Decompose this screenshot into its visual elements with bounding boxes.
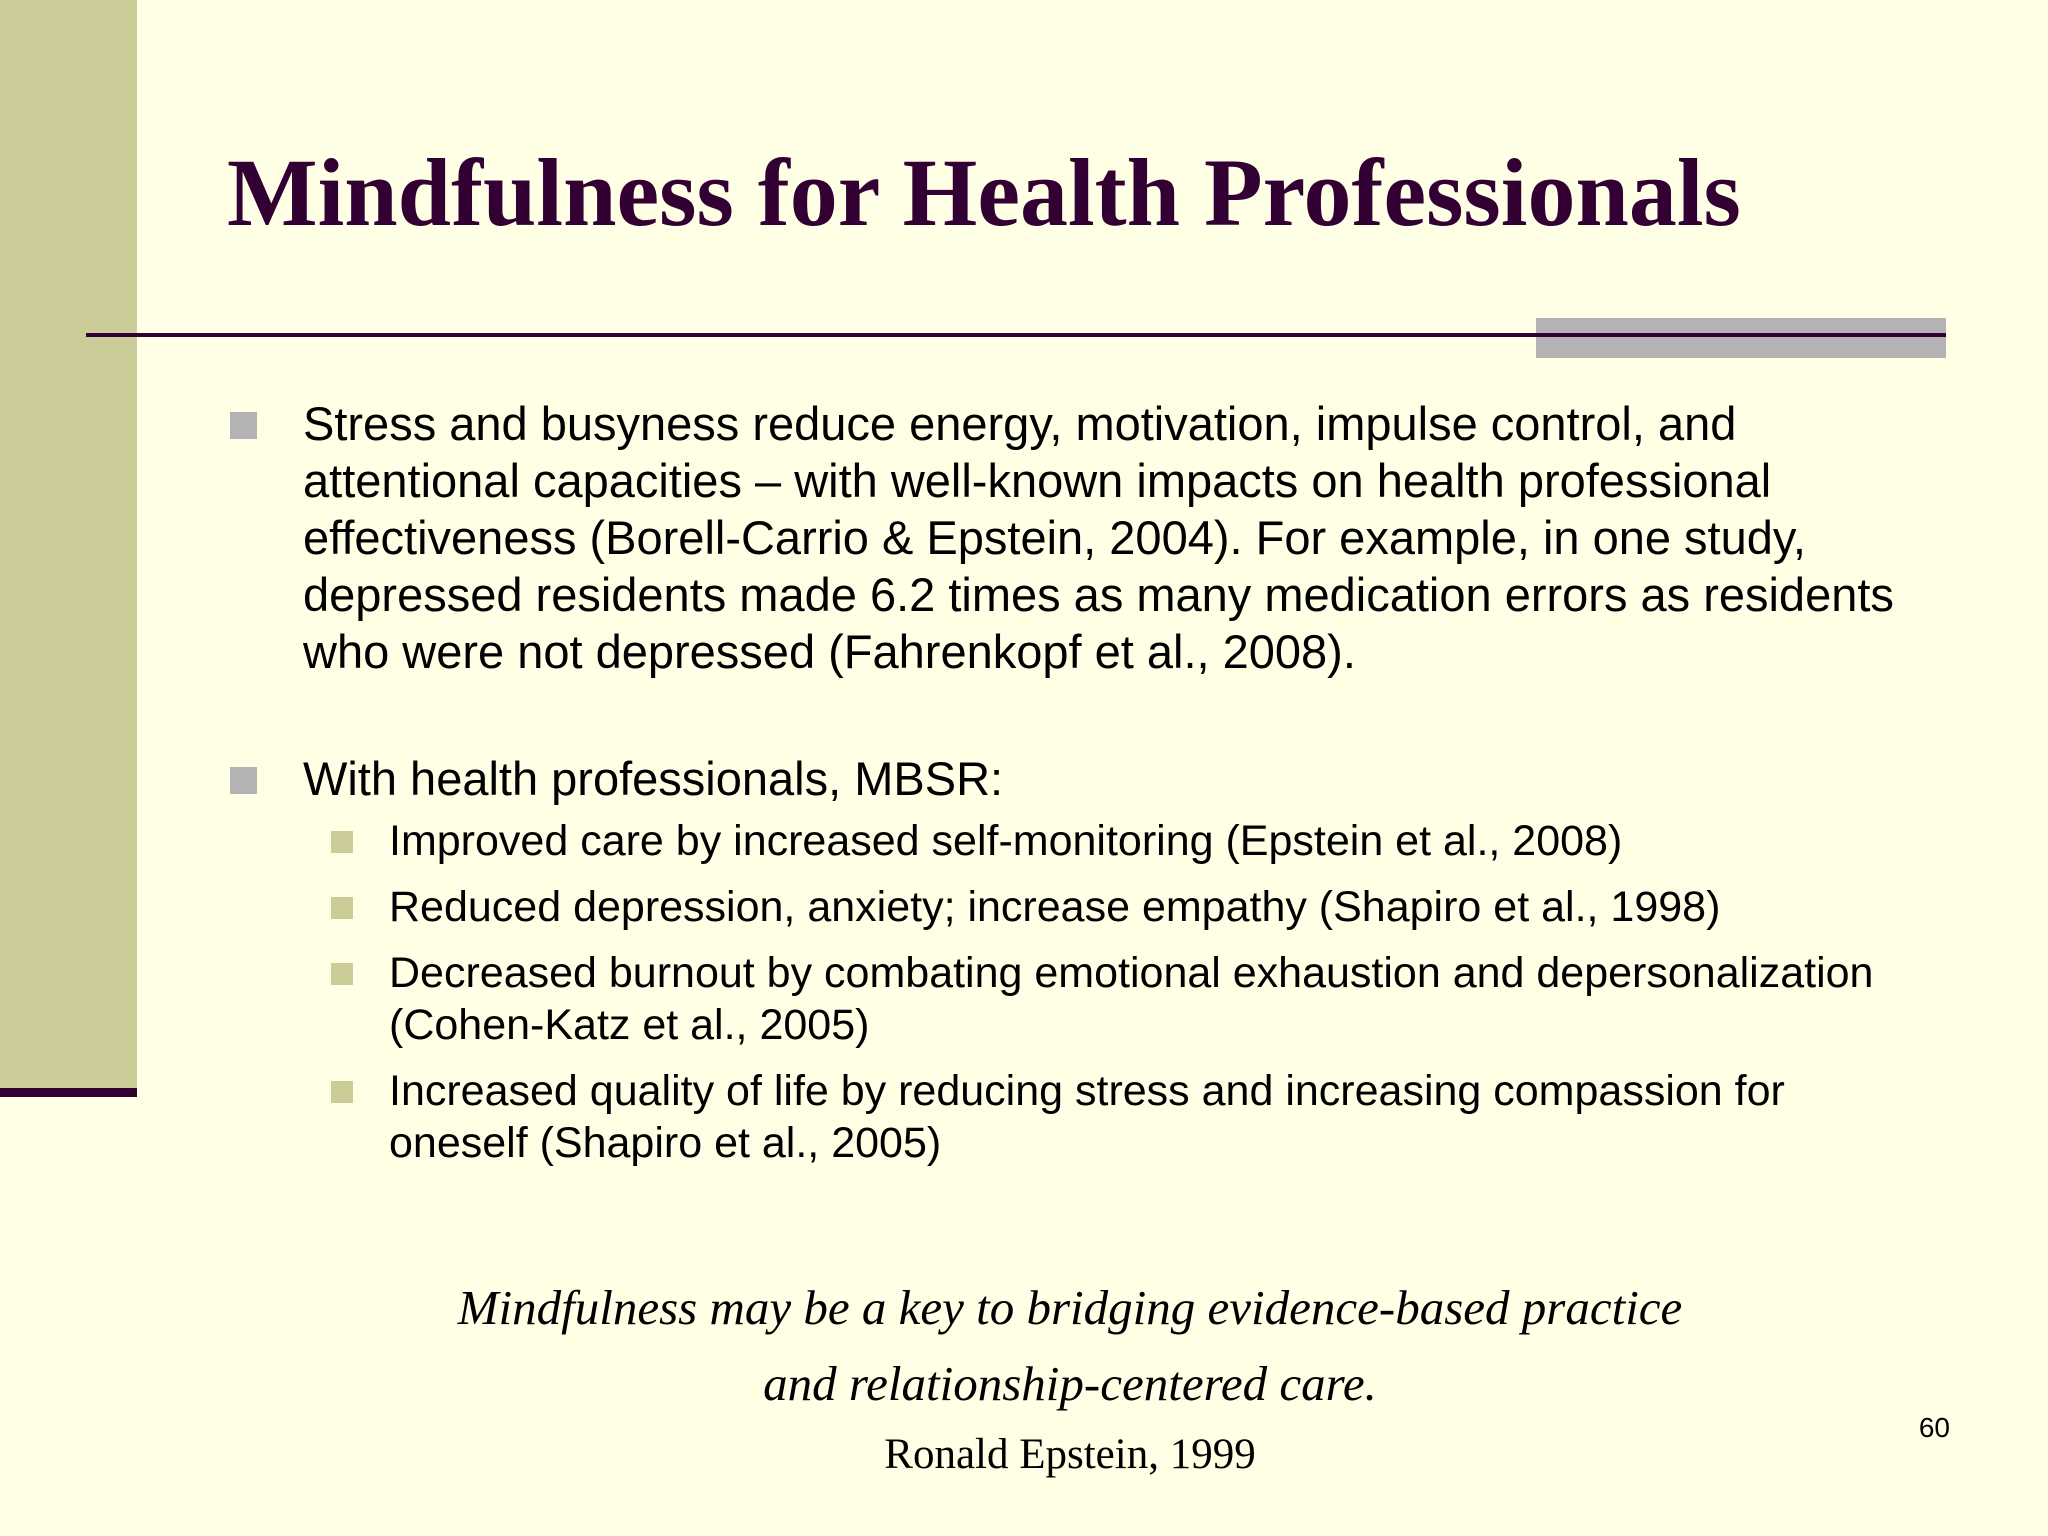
bullet-item: [227, 750, 1917, 1169]
sub-bullet-text: Decreased burnout by combating emotional exhaustion and depersonalization (Cohen-Katz et al., 2005): [389, 949, 1874, 1049]
left-decorative-bar: [0, 0, 137, 1090]
small-square-bullet-icon: [331, 897, 353, 919]
sub-bullet-text: Increased quality of life by reducing stress and increasing compassion for oneself (Shapiro et al., 2005): [389, 1067, 1785, 1167]
sub-bullet-item: [227, 947, 1917, 1051]
small-square-bullet-icon: [331, 1081, 353, 1103]
sub-bullet-list: [303, 815, 1917, 1169]
quote-line-1: Mindfulness may be a key to bridging evidence-based practice: [457, 1280, 1683, 1335]
sub-bullet-item: [227, 1065, 1917, 1169]
slide-title: Mindfulness for Health Professionals: [227, 139, 1741, 246]
bullet-text: With health professionals, MBSR:: [303, 752, 1004, 805]
sub-bullet-item: [227, 881, 1917, 933]
divider-accent-line: [1536, 333, 1946, 337]
left-bar-underline: [0, 1088, 137, 1097]
divider-accent-block: [1536, 318, 1946, 358]
page-number: 60: [1918, 1412, 1950, 1443]
square-bullet-icon: [230, 767, 257, 794]
bullet-list: [227, 395, 1917, 1169]
small-square-bullet-icon: [331, 963, 353, 985]
sub-bullet-text: Improved care by increased self-monitoring (Epstein et al., 2008): [389, 817, 1623, 865]
bullet-item: [227, 395, 1917, 680]
bullet-text: Stress and busyness reduce energy, motivation, impulse control, and attentional capacities – with well-known impacts on health professional effectiveness (Borell-Carrio & Epstein, 2004). For example, in one study, depressed residents made 6.2 times as many medication errors as residents who were not depressed (Fahrenkopf et al., 2008).: [303, 397, 1894, 678]
quote-author: Ronald Epstein, 1999: [884, 1431, 1256, 1478]
sub-bullet-item: [227, 815, 1917, 867]
small-square-bullet-icon: [331, 831, 353, 853]
closing-quote: [280, 1270, 1860, 1422]
quote-line-2: and relationship-centered care.: [763, 1356, 1377, 1411]
sub-bullet-text: Reduced depression, anxiety; increase empathy (Shapiro et al., 1998): [389, 883, 1721, 931]
square-bullet-icon: [230, 412, 257, 439]
